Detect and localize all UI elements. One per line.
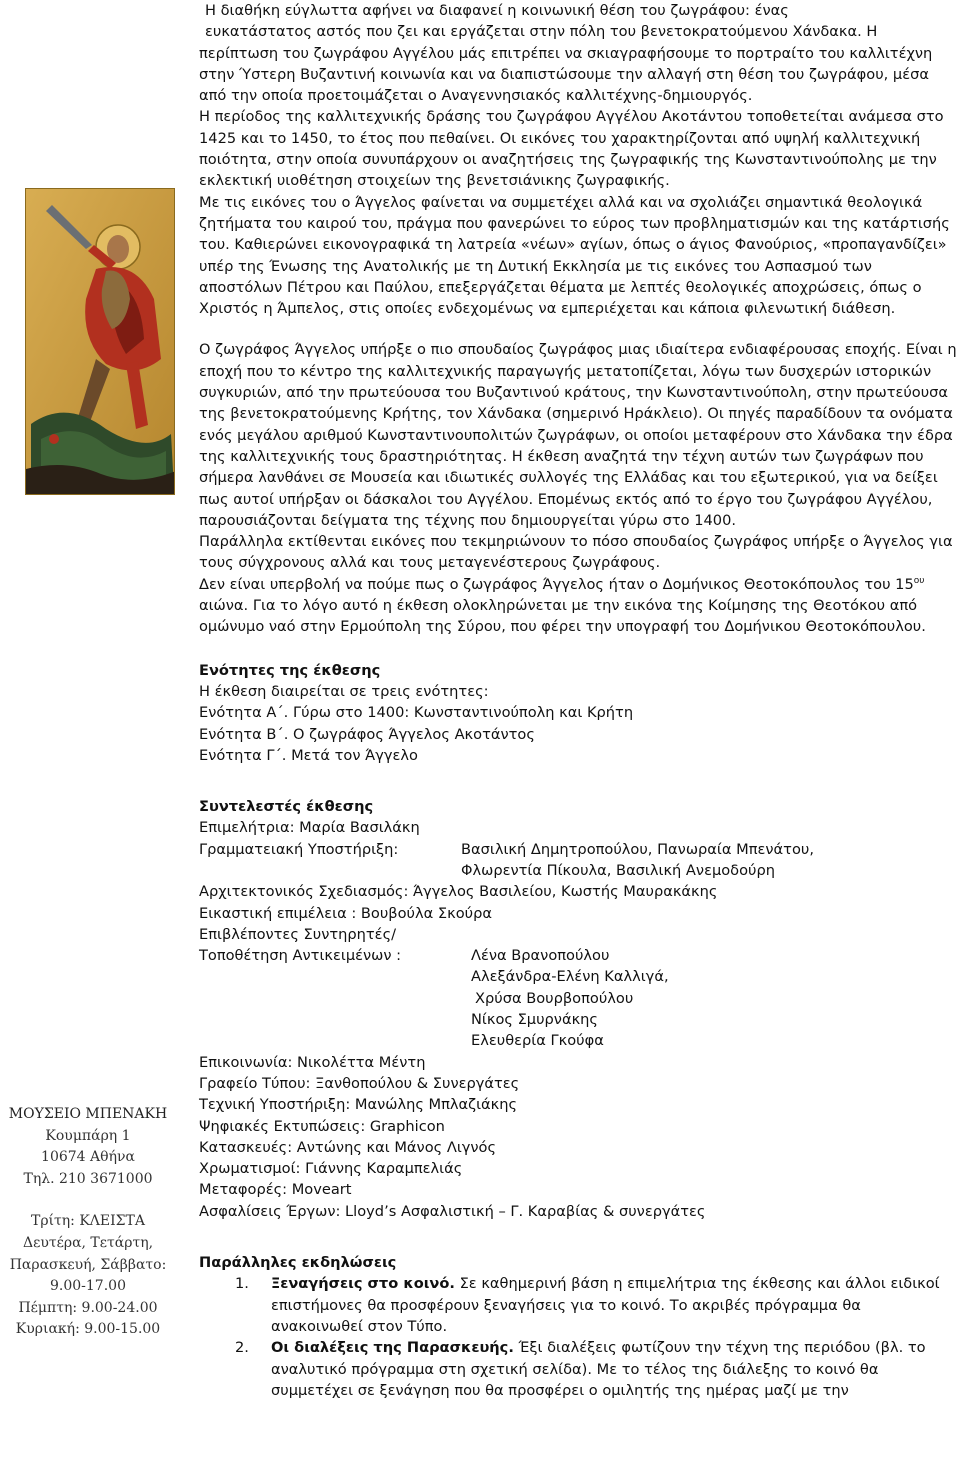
credits-transport: Μεταφορές: Moveart (199, 1181, 352, 1199)
events-list (199, 1273, 957, 1401)
museum-hours: Πέμπτη: 9.00-24.00 (18, 1299, 158, 1316)
credits-insurance: Ασφαλίσεις Έργων: Lloyd’s Ασφαλιστική – Γ. Καραβίας & συνεργάτες (199, 1202, 706, 1220)
museum-name: ΜΟΥΣΕΙΟ ΜΠΕΝΑΚΗ (8, 1106, 168, 1122)
credits-press: Γραφείο Τύπου: Ξανθοπούλου & Συνεργάτες (199, 1074, 520, 1092)
section-item: Ενότητα Α΄. Γύρω στο 1400: Κωνσταντινούπολη και Κρήτη (199, 704, 634, 722)
museum-hours: Παρασκευή, Σάββατο: (9, 1256, 167, 1273)
paragraph-3: Με τις εικόνες του ο Άγγελος φαίνεται να συμμετέχει αλλά και να σχολιάζει σημαντικά θεολογικά ζητήματα του καιρού του, πράγμα που φανερώνει το εύρος των προβληματισμών και της κατάρτισής του. Καθιερώνει εικονογραφικά τη λατρεία «νέων» αγίων, όπως ο άγιος Φανούριος, «προπαγανδίζει» υπέρ της Ένωσης της Ανατολικής με τη Δυτική Εκκλησία με τις εικόνες του Ασπασμού των αποστόλων Πέτρου και Παύλου, επεξεργάζεται θέματα με λεπτές θεολογικές αποχρώσεις, όπως ο Χριστός η Άμπελος, στις οποίες ενδεχομένως να εμπεριέχεται και κάποια φιλενωτική διάθεση. (199, 193, 950, 318)
list-item-title: Ξεναγήσεις στο κοινό. (271, 1275, 455, 1293)
credits-tech: Τεχνική Υποστήριξη: Μανώλης Μπλαζιάκης (199, 1096, 518, 1114)
events-heading: Παράλληλες εκδηλώσεις (199, 1254, 397, 1272)
credits-curator: Επιμελήτρια: Μαρία Βασιλάκη (199, 819, 420, 837)
credits-conservator-name: Λένα Βρανοπούλου (471, 947, 610, 965)
superscript-ou: ου (913, 575, 925, 586)
paragraph-2: Η περίοδος της καλλιτεχνικής δράσης του ζωγράφου Αγγέλου Ακοτάντου τοποθετείται ανάμεσα στο 1425 και το 1450, το έτος που πεθαίνει. Οι εικόνες του χαρακτηρίζονται από υψηλή καλλιτεχνική ποιότητα, στην οποία συνυπάρχουν οι αναζητήσεις της ζωγραφικής της Κωνσταντινούπολης με την εκλεκτική υιοθέτηση στοιχείων της βενετσιάνικης ζωγραφικής. (199, 108, 944, 190)
credits-communication: Επικοινωνία: Νικολέττα Μέντη (199, 1053, 426, 1071)
museum-info (0, 1104, 176, 1341)
credits-architecture: Αρχιτεκτονικός Σχεδιασμός: Άγγελος Βασιλείου, Κωστής Μαυρακάκης (199, 883, 718, 901)
list-item-text: Σε καθημερινή βάση η επιμελήτρια της έκθεσης και άλλοι ειδικοί επιστήμονες θα προσφέρουν ξεναγήσεις για το κοινό. Το ακριβές πρόγραμμα θα ανακοινωθεί στον Τύπο. (271, 1275, 940, 1335)
paragraph-1: περίπτωση του ζωγράφου Αγγέλου μάς επιτρέπει να σκιαγραφήσουμε το πορτραίτο του καλλιτέχνη στην Ύστερη Βυζαντινή κοινωνία και να διαπιστώσουμε την αλλαγή στη θέση του ζωγράφου, μέσα από την οποία προετοιμάζεται ο Αναγεννησιακός καλλιτέχνης-δημιουργός. (199, 44, 933, 105)
museum-phone: Τηλ. 210 3671000 (23, 1170, 153, 1187)
credits-art-direction: Εικαστική επιμέλεια : Βουβούλα Σκούρα (199, 904, 492, 922)
section-item: Ενότητα Γ΄. Μετά τον Άγγελο (199, 746, 418, 764)
credits-print: Ψηφιακές Εκτυπώσεις: Graphicon (199, 1117, 445, 1135)
intro-line-1: Η διαθήκη εύγλωττα αφήνει να διαφανεί η κοινωνική θέση του ζωγράφου: ένας (205, 2, 789, 19)
credits-conservators-label-2: Τοποθέτηση Αντικειμένων : (199, 947, 402, 965)
museum-hours: 9.00-17.00 (50, 1278, 126, 1295)
credits-conservators-row (199, 945, 957, 966)
credits-colors: Χρωματισμοί: Γιάννης Καραμπελιάς (199, 1160, 463, 1178)
intro-line-2: ευκατάστατος αστός που ζει και εργάζεται στην πόλη του βενετοκρατούμενου Χάνδακα. Η (205, 23, 878, 41)
credits-secretary-label: Γραμματειακή Υποστήριξη: (199, 840, 399, 858)
credits-conservators-label-1: Επιβλέποντες Συντηρητές/ (199, 925, 397, 943)
museum-hours: Τρίτη: ΚΛΕΙΣΤΑ (30, 1213, 146, 1230)
museum-city: 10674 Αθήνα (41, 1149, 135, 1166)
list-item-title: Οι διαλέξεις της Παρασκευής. (271, 1339, 514, 1357)
credits-secretary-names-cont: Φλωρεντία Πίκουλα, Βασιλική Ανεμοδούρη (461, 861, 775, 879)
museum-hours: Κυριακή: 9.00-15.00 (15, 1321, 161, 1338)
credits-conservator-name: Ελευθερία Γκούφα (471, 1032, 604, 1050)
paragraph-6-part-a: Δεν είναι υπερβολή να πούμε πως ο ζωγράφος Άγγελος ήταν ο Δομήνικος Θεοτοκόπουλος του 15 (199, 575, 914, 593)
credits-construction: Κατασκευές: Αντώνης και Μάνος Λιγνός (199, 1138, 497, 1156)
paragraph-4: Ο ζωγράφος Άγγελος υπήρξε ο πιο σπουδαίος ζωγράφος μιας ιδιαίτερα ενδιαφέρουσας εποχής. Είναι η εποχή που το κέντρο της καλλιτεχνικής παραγωγής μετατοπίζεται, λόγω των δυσχερών ιστορικών συγκυριών, από την πρωτεύουσα του Βυζαντινού κράτους, την Κωνσταντινούπολη, στην πρωτεύουσα της βενετοκρατούμενης Κρήτης, τον Χάνδακα (σημερινό Ηράκλειο). Οι πηγές παραδίδουν τα ονόματα ενός μεγάλου αριθμού Κωνσταντινουπολιτών ζωγράφων, οι οποίοι μεταφέρουν στο Χάνδακα την έδρα της καλλιτεχνικής τους δραστηριότητας. Η έκθεση αναζητά την τέχνη αυτών των ζωγράφων που σήμερα λανθάνει σε Μουσεία και ιδιωτικές συλλογές της Ελλάδας και του εξωτερικού, για να δείξει πως αυτοί υπήρξαν οι δάσκαλοι του Αγγέλου. Επομένως εκτός από το έργο του ζωγράφου Αγγέλου, παρουσιάζονται δείγματα της τέχνης που δημιουργείται γύρω στο 1400. (199, 341, 957, 529)
section-item: Ενότητα Β΄. Ο ζωγράφος Άγγελος Ακοτάντος (199, 725, 535, 743)
list-item-number: 2. (235, 1339, 249, 1357)
credits-secretary-names: Βασιλική Δημητροπούλου, Πανωραία Μπενάτου, (461, 840, 814, 858)
credits-secretary-row (199, 839, 957, 860)
sections-heading: Ενότητες της έκθεσης (199, 661, 381, 679)
list-item (199, 1337, 957, 1401)
paragraph-6-part-b: αιώνα. Για το λόγο αυτό η έκθεση ολοκληρώνεται με την εικόνα της Κοίμησης της Θεοτόκου από ομώνυμο ναό στην Ερμούπολη της Σύρου, που φέρει την υπογραφή του Δομήνικου Θεοτοκόπουλου. (199, 597, 926, 636)
paragraph-5: Παράλληλα εκτίθενται εικόνες που τεκμηριώνουν το πόσο σπουδαίος ζωγράφος υπήρξε ο Άγγελος για τους σύγχρονους αλλά και τους μεταγενέστερους ζωγράφους. (199, 533, 953, 572)
list-item (199, 1273, 957, 1337)
sections-intro: Η έκθεση διαιρείται σε τρεις ενότητες: (199, 682, 489, 700)
icon-painting-illustration (26, 189, 175, 495)
list-item-text: Έξι διαλέξεις φωτίζουν την τέχνη της περιόδου (βλ. το αναλυτικό πρόγραμμα στη σχετική σελίδα). Με το τέλος της διάλεξης το κοινό θα συμμετέχει σε ξενάγηση που θα προσφέρει ο ομιλητής της ημέρας μαζί με την (271, 1339, 926, 1399)
main-column (199, 0, 957, 1401)
saint-george-icon-image (25, 188, 175, 495)
credits-conservator-name: Αλεξάνδρα-Ελένη Καλλιγά, (471, 968, 669, 986)
list-item-number: 1. (235, 1275, 249, 1293)
museum-hours: Δευτέρα, Τετάρτη, (22, 1234, 154, 1251)
credits-heading: Συντελεστές έκθεσης (199, 798, 374, 816)
credits-conservator-name: Χρύσα Βουρβοπούλου (475, 989, 634, 1007)
credits-conservator-name: Νίκος Σμυρνάκης (471, 1011, 598, 1029)
paragraph-6 (199, 574, 957, 638)
museum-street: Κουμπάρη 1 (45, 1127, 131, 1144)
